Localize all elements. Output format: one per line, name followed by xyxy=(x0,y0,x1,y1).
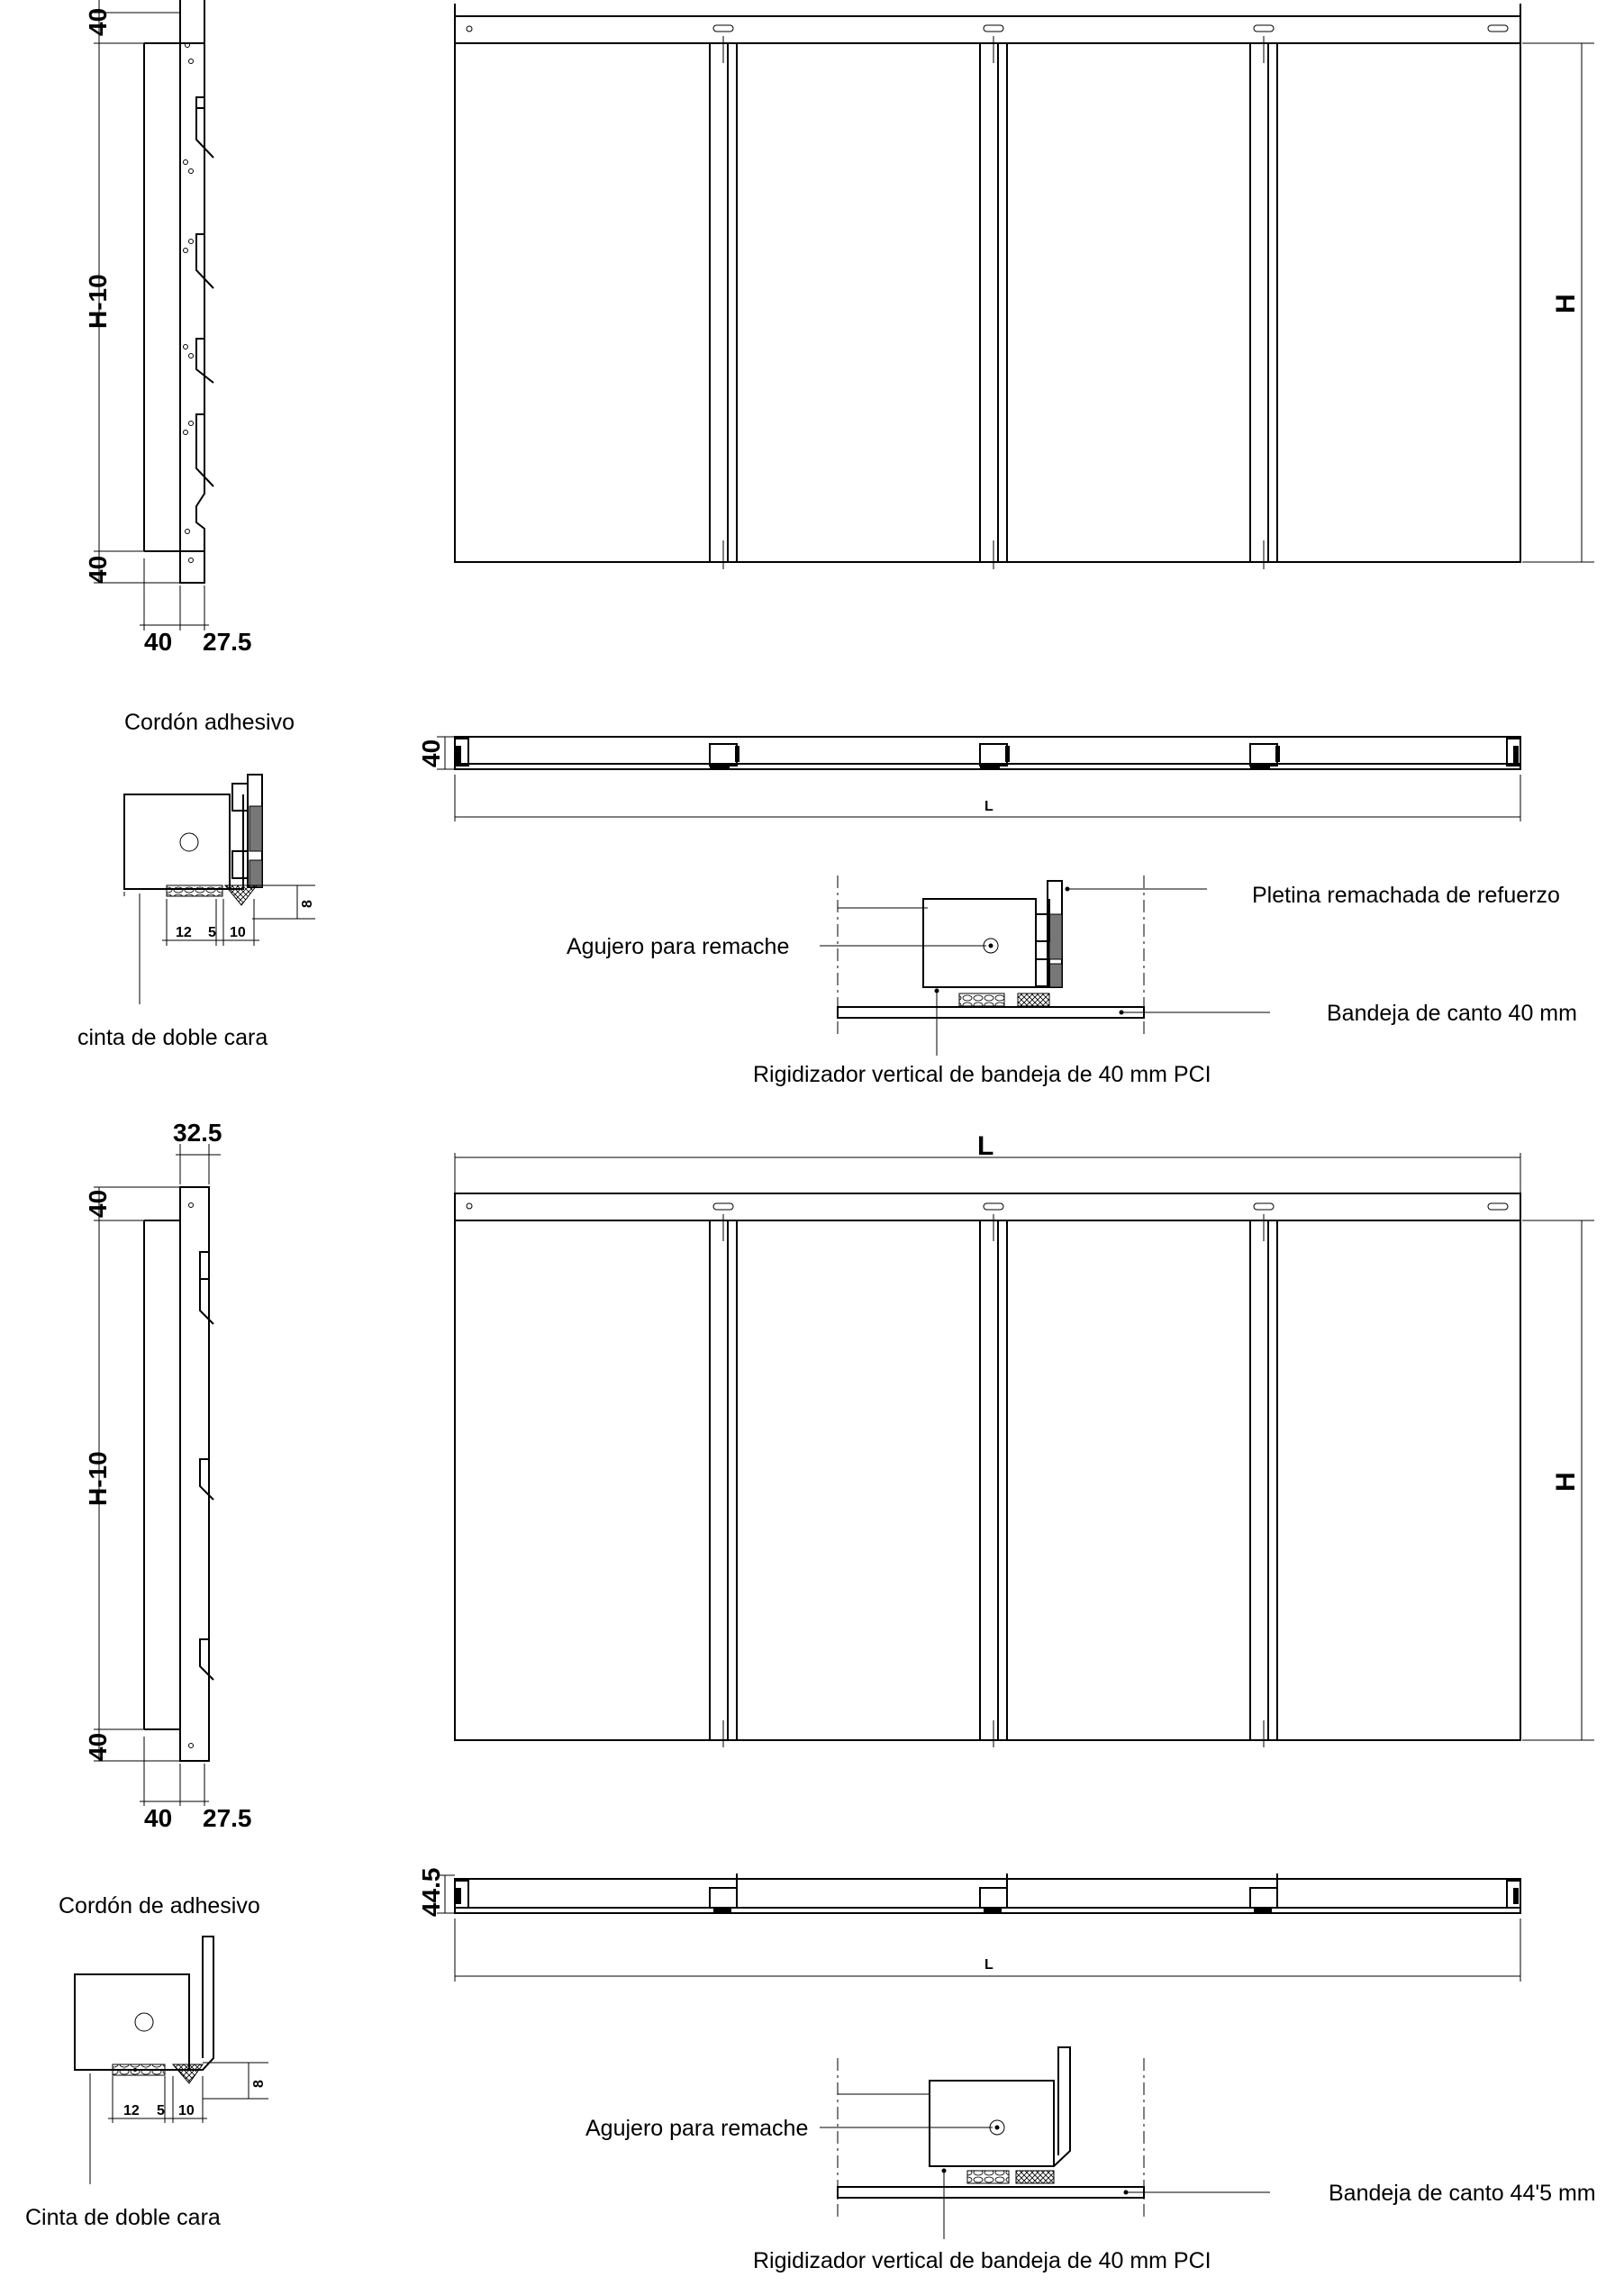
callout-detail-1 xyxy=(567,875,1577,1087)
dim-plan-length-l-1: L xyxy=(984,799,993,814)
profile-view-1 xyxy=(84,0,252,656)
dim-5-2: 5 xyxy=(157,2103,165,2118)
dim-10-2: 10 xyxy=(178,2103,195,2118)
callout-detail-2 xyxy=(585,2047,1596,2273)
label-rivet-hole-1: Agujero para remache xyxy=(567,934,790,959)
front-view-1 xyxy=(455,4,1594,569)
dim-plan-depth-40-1: 40 xyxy=(417,739,445,767)
label-tray-40mm-1: Bandeja de canto 40 mm xyxy=(1327,1001,1577,1026)
dim-top-40-2: 40 xyxy=(84,1189,112,1218)
label-tray-445mm-2: Bandeja de canto 44'5 mm xyxy=(1329,2181,1596,2206)
dim-8-1: 8 xyxy=(300,900,315,908)
dim-width-40-1: 40 xyxy=(144,628,173,656)
dim-plan-depth-445-2: 44.5 xyxy=(417,1867,445,1917)
label-vertical-stiffener-2: Rigidizador vertical de bandeja de 40 mm PCI xyxy=(753,2248,1211,2273)
dim-width-275-1: 27.5 xyxy=(203,628,252,656)
detail-view-2 xyxy=(25,1893,268,2230)
profile-view-2 xyxy=(84,1119,252,1832)
dim-length-l-2: L xyxy=(977,1131,994,1161)
dim-middle-h10-1: H-10 xyxy=(84,274,112,329)
label-double-tape-2: Cinta de doble cara xyxy=(25,2205,221,2230)
dim-plan-length-l-2: L xyxy=(984,1957,993,1973)
label-vertical-stiffener-1: Rigidizador vertical de bandeja de 40 mm PCI xyxy=(753,1062,1211,1087)
dim-width-275-2: 27.5 xyxy=(203,1804,252,1832)
dim-height-h-2: H xyxy=(1551,1472,1581,1492)
dim-5-1: 5 xyxy=(208,925,216,940)
dim-bottom-40-1: 40 xyxy=(84,555,112,584)
dim-top-40-1: 40 xyxy=(84,7,112,36)
dim-12-1: 12 xyxy=(176,925,192,940)
dim-12-2: 12 xyxy=(123,2103,140,2118)
dim-bottom-40-2: 40 xyxy=(84,1732,112,1761)
section-2 xyxy=(25,1119,1596,2273)
dim-height-h-1: H xyxy=(1551,294,1581,313)
label-adhesive-cord-1: Cordón adhesivo xyxy=(124,710,295,735)
label-double-tape-1: cinta de doble cara xyxy=(77,1025,268,1050)
front-view-2 xyxy=(455,1131,1594,1747)
label-adhesive-cord-2: Cordón de adhesivo xyxy=(59,1893,260,1919)
dim-offset-325-2: 32.5 xyxy=(173,1119,222,1147)
section-1 xyxy=(77,0,1594,1087)
detail-view-1 xyxy=(77,710,315,1050)
label-rivet-hole-2: Agujero para remache xyxy=(585,2116,809,2141)
dim-8-2: 8 xyxy=(251,2080,267,2088)
label-reinforcement-plate-1: Pletina remachada de refuerzo xyxy=(1252,883,1560,908)
dim-middle-h10-2: H-10 xyxy=(84,1451,112,1506)
plan-view-1 xyxy=(417,737,1520,821)
dim-10-1: 10 xyxy=(230,925,246,940)
dim-width-40-2: 40 xyxy=(144,1804,173,1832)
plan-view-2 xyxy=(417,1868,1520,1982)
